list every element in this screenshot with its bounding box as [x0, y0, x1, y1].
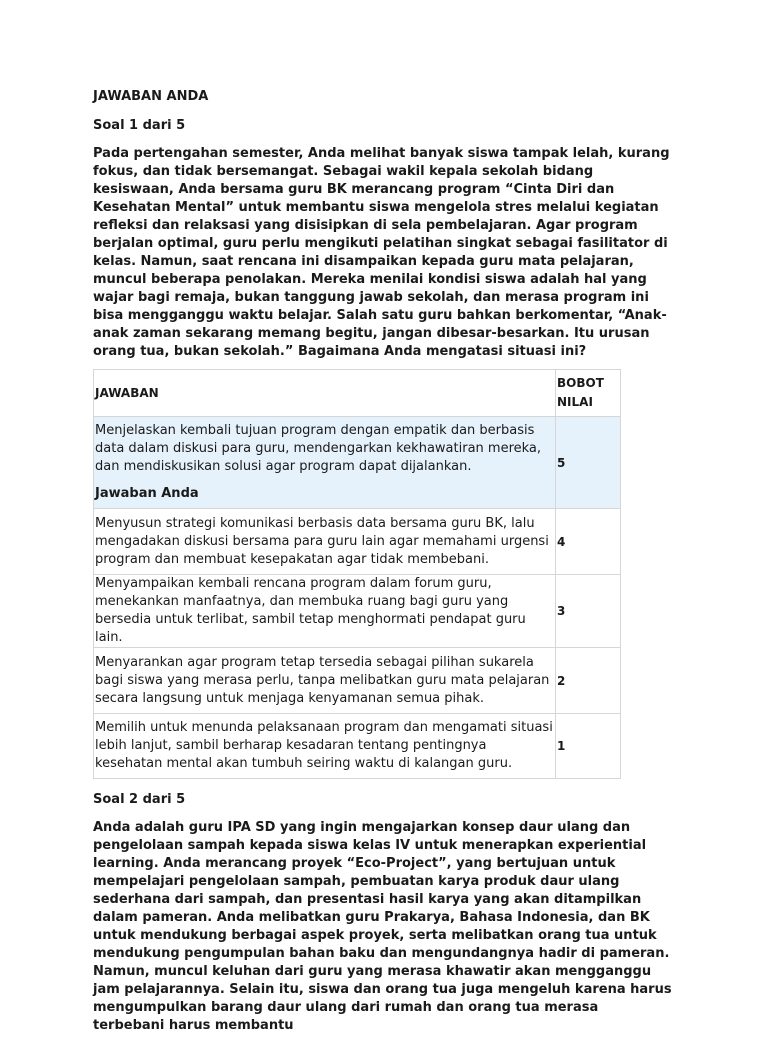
- answer-option-5: [94, 714, 621, 779]
- answer-option-cell: [94, 417, 556, 509]
- answer-option-2: [94, 509, 621, 575]
- document-page: [93, 88, 673, 1043]
- answer-table-header: [94, 370, 621, 417]
- answer-option-1: [94, 417, 621, 509]
- question-2-label: Soal 2 dari 5: [93, 792, 186, 807]
- score-header-line-1: BOBOT: [557, 376, 604, 390]
- answer-option-text: Menjelaskan kembali tujuan program dengan empatik dan berbasis data dalam diskusi para guru, mendengarkan kekhawatiran mereka, dan mendiskusikan solusi agar program dapat dijalankan.: [95, 423, 542, 474]
- page-title: JAWABAN ANDA: [93, 89, 209, 104]
- answer-option-score: 1: [556, 714, 621, 779]
- your-answer-label: Jawaban Anda: [95, 486, 199, 501]
- answer-option-score: 5: [556, 417, 621, 509]
- answer-option-score: 4: [556, 509, 621, 575]
- answer-option-text: Menyampaikan kembali rencana program dalam forum guru, menekankan manfaatnya, dan membuka ruang bagi guru yang bersedia untuk terlibat, sambil tetap menghormati pendapat guru lain.: [94, 575, 556, 648]
- answer-option-4: [94, 648, 621, 714]
- question-2-text: Anda adalah guru IPA SD yang ingin mengajarkan konsep daur ulang dan pengelolaan sampah kepada siswa kelas IV untuk menerapkan experiential learning. Anda merancang proyek “Eco-Project”, yang bertujuan untuk mempelajari pengelolaan sampah, pembuatan karya produk daur ulang sederhana dari sampah, dan presentasi hasil karya yang akan ditampilkan dalam pameran. Anda melibatkan guru Prakarya, Bahasa Indonesia, dan BK untuk mendukung berbagai aspek proyek, serta melibatkan orang tua untuk mendukung pengumpulan bahan baku dan mengundangnya hadir di pameran. Namun, muncul keluhan dari guru yang merasa khawatir akan mengganggu jam pelajarannya. Selain itu, siswa dan orang tua juga mengeluh karena harus mengumpulkan barang daur ulang dari rumah dan orang tua merasa terbebani harus membantu: [93, 820, 672, 1033]
- answer-option-text: Menyusun strategi komunikasi berbasis data bersama guru BK, lalu mengadakan diskusi bersama para guru lain agar memahami urgensi program dan membuat kesepakatan agar tidak membebani.: [94, 509, 556, 575]
- answer-column-header: JAWABAN: [94, 370, 556, 417]
- answer-option-score: 3: [556, 575, 621, 648]
- answer-table: [93, 369, 621, 779]
- answer-option-text: Menyarankan agar program tetap tersedia sebagai pilihan sukarela bagi siswa yang merasa perlu, tanpa melibatkan guru mata pelajaran secara langsung untuk menjaga kenyamanan semua pihak.: [94, 648, 556, 714]
- score-header-line-2: NILAI: [557, 395, 593, 409]
- question-1-text: Pada pertengahan semester, Anda melihat banyak siswa tampak lelah, kurang fokus, dan tidak bersemangat. Sebagai wakil kepala sekolah bidang kesiswaan, Anda bersama guru BK merancang program “Cinta Diri dan Kesehatan Mental” untuk membantu siswa mengelola stres melalui kegiatan refleksi dan relaksasi yang disisipkan di sela pembelajaran. Agar program berjalan optimal, guru perlu mengikuti pelatihan singkat sebagai fasilitator di kelas. Namun, saat rencana ini disampaikan kepada guru mata pelajaran, muncul beberapa penolakan. Mereka menilai kondisi siswa adalah hal yang wajar bagi remaja, bukan tanggung jawab sekolah, dan merasa program ini bisa mengganggu waktu belajar. Salah satu guru bahkan berkomentar, “Anak-anak zaman sekarang memang begitu, jangan dibesar-besarkan. Itu urusan orang tua, bukan sekolah.” Bagaimana Anda mengatasi situasi ini?: [93, 146, 670, 359]
- question-1-label: Soal 1 dari 5: [93, 118, 186, 133]
- answer-option-score: 2: [556, 648, 621, 714]
- answer-option-3: [94, 575, 621, 648]
- score-column-header: [556, 370, 621, 417]
- answer-option-text: Memilih untuk menunda pelaksanaan program dan mengamati situasi lebih lanjut, sambil berharap kesadaran tentang pentingnya kesehatan mental akan tumbuh seiring waktu di kalangan guru.: [94, 714, 556, 779]
